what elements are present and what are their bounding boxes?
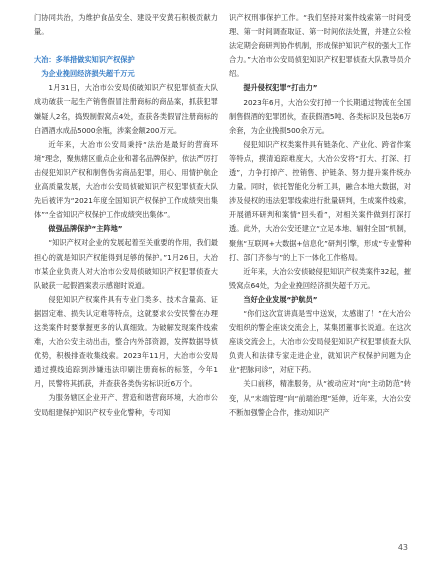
paragraph-continuation: 识产权刑事保护工作。“我们坚持对案件线索第一时间受理、第一时间调查取证、第一时间依法处置，并建立公检法定期会商研判协作机制，形成保护知识产权的强大工作合力。”大冶市公安局侦犯知识产权犯罪侦查大队教导员介绍。 xyxy=(229,13,411,79)
paragraph: 侵犯知识产权案件具有专业门类多、技术含量高、证据固定难、损失认定难等特点，这就要求公安民警在办理这类案件时要掌握更多的认真细致。为破解发现案件线索难，大冶公安主动出击，整合内外部资源，发挥数据导侦优势，积极排查收集线索。2023年11月，大冶市公安局通过摸线追踪到涉嫌违法印刷注册商标的标签，今年1月，民警将其抓获，并查获各类伪劣标识近6万个。 xyxy=(34,294,218,389)
page-number: 43 xyxy=(397,543,408,552)
subheading: 当好企业发展“护航员” xyxy=(243,294,318,304)
left-column xyxy=(34,11,218,420)
paragraph: 近年来，大冶市公安局秉持“法治是最好的营商环境”理念，聚焦辖区重点企业和著名品牌保护，依法严厉打击侵犯知识产权和制售伪劣商品犯罪，用心、用情护航企业高质量发展，大冶市公安局侦破知识产权犯罪侦查大队先后被评为“2021年度全国知识产权保护工作成绩突出集体”“全省知识产权保护工作成绩突出集体”。 xyxy=(34,139,218,220)
subheading: 做强品牌保护“主阵地” xyxy=(48,224,123,234)
paragraph: 关口前移，精准服务，从“被动应对”向“主动防范”转变，从“末端管理”向“前端治理”延伸，近年来，大冶公安不断加强警企合作，推动知识产 xyxy=(229,379,411,417)
section-heading-line-1: 大冶：多举措做实知识产权保护 xyxy=(34,55,135,65)
paragraph: 1月31日，大冶市公安局侦破知识产权犯罪侦查大队成功破获一起生产销售假冒注册商标的商品案，抓获犯罪嫌疑人2名，捣毁制假窝点4处，查获各类假冒注册商标的白酒酒水成品5000余瓶，涉案金额200万元。 xyxy=(34,83,218,135)
paragraph: “知识产权对企业的发展起着至关重要的作用，我们最担心的就是知识产权能得到足够的保护。”1月26日，大冶市某企业负责人对大冶市公安局侦破知识产权犯罪侦查大队破获一起假酒案表示感谢时说道。 xyxy=(34,238,218,290)
spacer xyxy=(34,39,218,53)
paragraph: 近年来，大冶公安侦破侵犯知识产权类案件32起，摧毁窝点64处，为企业挽回经济损失超千万元。 xyxy=(229,266,411,290)
section-heading-line-2: 为企业挽回经济损失超千万元 xyxy=(41,69,135,79)
paragraph: 为服务辖区企业开产、营造和谐营商环境，大冶市公安局组建保护知识产权专业化警种，专司知 xyxy=(34,393,218,417)
paragraph-continuation: 门协同共治，为维护食品安全、建设平安黄石积极贡献力量。 xyxy=(34,13,218,37)
subheading: 提升侵权犯罪“打击力” xyxy=(243,83,318,93)
paragraph: 侵犯知识产权类案件具有链条化、产业化、跨省作案等特点，摸清追踪难度大，大冶公安将“打大、打深、打透”，力争打掉产、控销售、护链条、努力提升案件统办力量。同时，依托智能化分析工具，融合本地大数据，对涉及侵权的违法犯罪线索进行批量研判，生成案件线索，开展循环研判和案情“回头看”，对相关案件做到打深打透。此外，大冶公安还建立“立足本地、辐射全国”机制，聚焦“互联网+大数据+信息化”研判引擎，形成“专业警种打、部门齐参与”的上下一体化工作格局。 xyxy=(229,139,411,262)
paragraph: “你们这次宣讲真是雪中送炭，太感谢了！”在大冶公安组织的警企座谈交流会上，某集团董事长说道。在这次座谈交流会上，大冶市公安局侵犯知识产权犯罪侦查大队负责人和法律专家走进企业，就知识产权保护问题为企业“把脉问诊”，对症下药。 xyxy=(229,308,411,375)
right-column xyxy=(229,11,411,420)
paragraph: 2023年6月，大冶公安打掉一个长期通过物流在全国制售假酒的犯罪团伙，查获假酒5吨、各类标识及包装6万余套，为企业挽损500余万元。 xyxy=(229,97,411,135)
